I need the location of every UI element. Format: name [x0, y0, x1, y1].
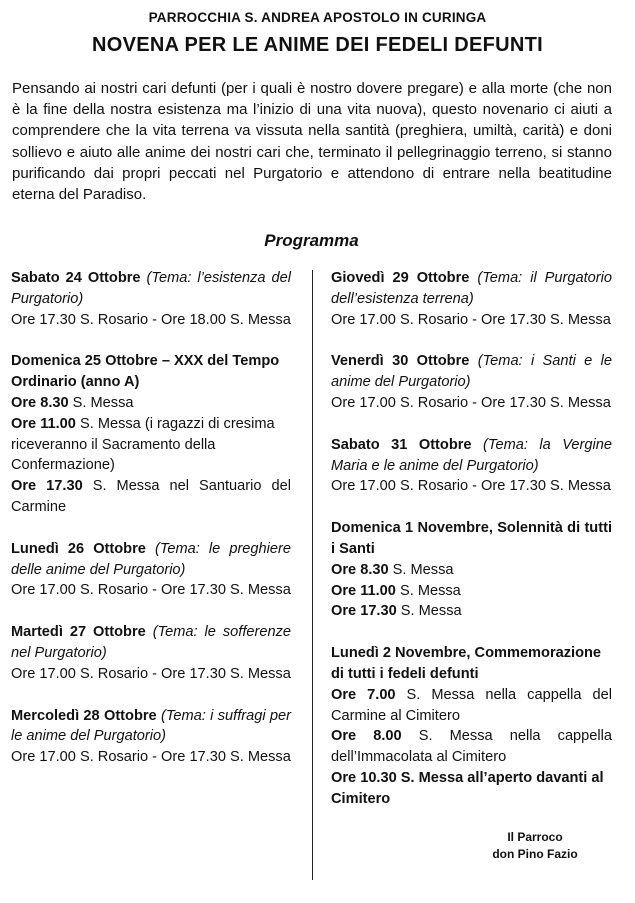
- entry-schedule: Ore 17.00 S. Rosario - Ore 17.30 S. Messa: [331, 478, 611, 495]
- column-divider: [312, 270, 313, 880]
- entry-mercoledi-28: [11, 706, 291, 768]
- entry-day: Venerdì 30 Ottobre: [331, 353, 470, 370]
- entry-giovedi-29: [331, 268, 612, 330]
- entry-theme: (Tema: i Santi e le anime del Purgatorio): [331, 353, 613, 391]
- entry-time: Ore 10.30 S. Messa all’aperto davanti al Cimitero: [331, 769, 604, 807]
- entry-day: Sabato 24 Ottobre: [11, 270, 141, 286]
- entry-day: Domenica 1 Novembre, Solennità di tutti i Santi: [331, 520, 612, 557]
- intro-paragraph: Pensando ai nostri cari defunti (per i quali è nostro dovere pregare) e alla morte (che non è la fine della nostra esistenza ma l’inizio di una vita nuova), questo novenario ci aiuti a comprendere che la vita terrena va vissuta nella santità (preghiera, umiltà, carità) e doni sollievo e aiuto alle anime dei nostri cari che, terminato il pellegrinaggio terreno, si stanno purificando dai propri peccati nel Purgatorio e attendono di entrare nella beatitudine eterna del Paradiso.: [12, 80, 612, 204]
- entry-time: Ore 8.00: [331, 728, 402, 745]
- program-left-column: [11, 268, 291, 789]
- entry-martedi-27: [11, 622, 291, 684]
- entry-domenica-1: [331, 518, 612, 622]
- entry-day: Giovedì 29 Ottobre: [331, 270, 470, 286]
- entry-schedule: Ore 17.00 S. Rosario - Ore 17.30 S. Messa: [11, 665, 291, 682]
- entry-desc: S. Messa nella cappella dell’Immacolata al Cimitero: [331, 728, 613, 766]
- entry-theme: (Tema: il Purgatorio dell’esistenza terrena): [331, 270, 612, 307]
- signature-name: don Pino Fazio: [492, 847, 578, 861]
- entry-desc: S. Messa nel Santuario del Carmine: [11, 478, 292, 515]
- signature-block: [470, 829, 600, 863]
- entry-time: Ore 11.00: [11, 415, 76, 432]
- entry-schedule: Ore 17.00 S. Rosario - Ore 17.30 S. Messa: [11, 749, 291, 766]
- entry-theme: (Tema: i suffragi per le anime del Purgatorio): [11, 707, 291, 745]
- entry-schedule: Ore 17.00 S. Rosario - Ore 17.30 S. Messa: [331, 311, 611, 328]
- entry-day: Lunedì 2 Novembre, Commemorazione di tutti i fedeli defunti: [331, 645, 602, 682]
- entry-lunedi-2: [331, 643, 612, 809]
- entry-venerdi-30: [331, 351, 612, 413]
- entry-theme: (Tema: le sofferenze nel Purgatorio): [11, 624, 292, 661]
- entry-day: Lunedì 26 Ottobre: [11, 540, 146, 557]
- entry-desc: S. Messa: [396, 603, 462, 620]
- entry-sabato-24: [11, 268, 291, 330]
- entry-day: Mercoledì 28 Ottobre: [11, 707, 157, 724]
- entry-time: Ore 8.30: [331, 561, 389, 578]
- entry-desc: S. Messa: [395, 582, 461, 599]
- entry-day: Martedì 27 Ottobre: [11, 624, 146, 641]
- entry-theme: (Tema: le preghiere delle anime del Purgatorio): [11, 540, 291, 578]
- entry-day: Domenica 25 Ottobre – XXX del Tempo Ordinario (anno A): [11, 353, 280, 391]
- program-heading: Programma: [264, 231, 359, 250]
- entry-day: Sabato 31 Ottobre: [331, 436, 472, 453]
- entry-desc: S. Messa: [388, 561, 454, 578]
- signature-role: Il Parroco: [507, 830, 563, 844]
- entry-sabato-31: [331, 435, 612, 497]
- entry-desc: S. Messa nella cappella del Carmine al Cimitero: [331, 686, 613, 724]
- page-title: NOVENA PER LE ANIME DEI FEDELI DEFUNTI: [91, 34, 544, 56]
- entry-time: Ore 17.30: [331, 603, 397, 620]
- entry-lunedi-26: [11, 539, 291, 601]
- parish-name: PARROCCHIA S. ANDREA APOSTOLO IN CURINGA: [148, 10, 487, 25]
- entry-schedule: Ore 17.30 S. Rosario - Ore 18.00 S. Messa: [11, 311, 291, 328]
- entry-schedule: Ore 17.00 S. Rosario - Ore 17.30 S. Messa: [11, 582, 291, 599]
- entry-desc: S. Messa: [68, 394, 134, 411]
- program-right-column: [331, 268, 612, 831]
- entry-time: Ore 8.30: [11, 394, 69, 411]
- entry-time: Ore 7.00: [331, 686, 396, 703]
- entry-theme: (Tema: la Vergine Maria e le anime del Purgatorio): [331, 436, 612, 474]
- entry-time: Ore 17.30: [11, 478, 83, 495]
- entry-domenica-25: [11, 351, 291, 517]
- entry-time: Ore 11.00: [331, 582, 396, 599]
- entry-schedule: Ore 17.00 S. Rosario - Ore 17.30 S. Messa: [331, 394, 611, 411]
- entry-desc: S. Messa (i ragazzi di cresima riceveranno il Sacramento della Confermazione): [11, 415, 275, 474]
- entry-theme: (Tema: l’esistenza del Purgatorio): [11, 270, 291, 307]
